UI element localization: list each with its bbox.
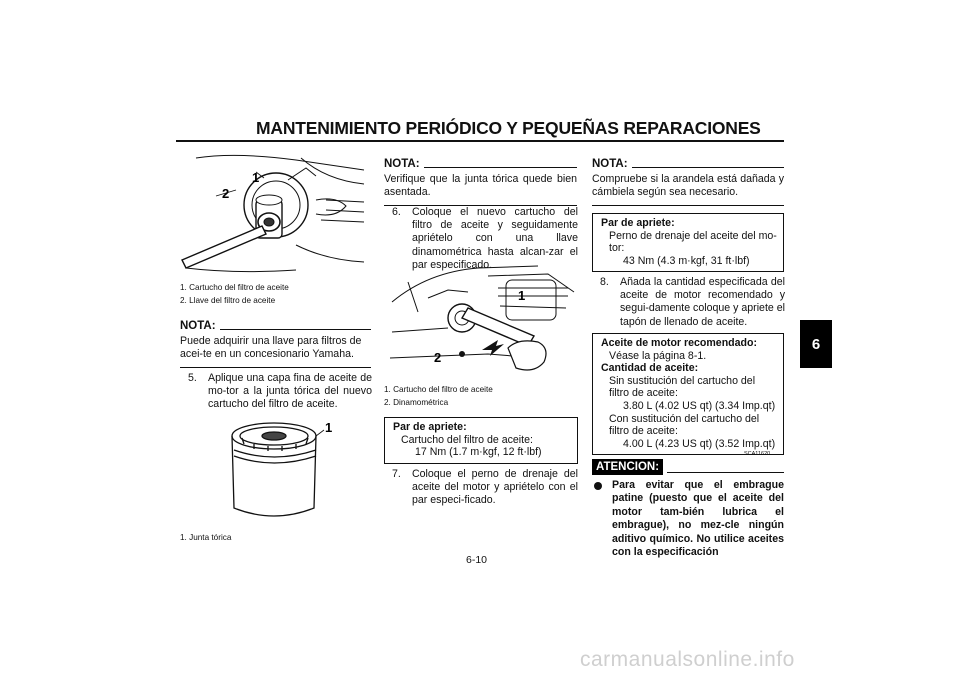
nota-label: NOTA:	[384, 158, 420, 170]
torque-heading: Par de apriete:	[601, 217, 675, 229]
torque-wrench-illustration	[388, 262, 578, 380]
step-8	[600, 276, 785, 329]
bullet-icon	[594, 482, 602, 490]
step-number: 6.	[392, 206, 401, 218]
oil-without-filter-value: 3.80 L (4.02 US qt) (3.34 Imp.qt)	[623, 399, 776, 412]
torque-item: Perno de drenaje del aceite del mo-tor:	[609, 229, 777, 255]
step-number: 8.	[600, 276, 609, 288]
oil-quantity-heading: Cantidad de aceite:	[601, 362, 699, 375]
nota-block	[592, 158, 784, 206]
atencion-text: Para evitar que el embrague patine (puesto que el aceite del motor tam-bién lubrica el embrague), no mez-cle ningún aditivo químico. No utilice aceites con la especificación	[612, 479, 784, 559]
figure-caption: 1. Junta tórica	[180, 533, 232, 542]
figure-caption-list	[180, 282, 289, 307]
torque-spec-box	[592, 213, 784, 272]
chapter-tab: 6	[800, 320, 832, 368]
nota-text: Compruebe si la arandela está dañada y cámbiela según sea necesario.	[592, 173, 784, 199]
atencion-bullet	[592, 479, 784, 559]
page-number: 6-10	[466, 554, 488, 566]
nota-rule	[180, 367, 371, 368]
nota-heading	[180, 320, 371, 333]
nota-label: NOTA:	[592, 158, 628, 170]
watermark: carmanualsonline.info	[580, 648, 795, 671]
step-number: 5.	[188, 372, 197, 384]
nota-heading	[592, 158, 784, 171]
oil-heading: Aceite de motor recomendado:	[601, 337, 757, 349]
oil-with-filter-label: Con sustitución del cartucho del filtro de aceite:	[609, 412, 760, 438]
nota-text: Verifique que la junta tórica quede bien asentada.	[384, 173, 577, 199]
callout-2: 2	[222, 186, 230, 201]
step-text: Añada la cantidad especificada del aceite de motor recomendado y segui-damente coloque y apriete el tapón de llenado de aceite.	[620, 276, 785, 328]
atencion-heading	[592, 459, 784, 475]
torque-item: Cartucho del filtro de aceite:	[401, 433, 533, 446]
nota-heading	[384, 158, 577, 171]
oil-filter-cartridge-illustration	[222, 416, 340, 526]
callout-1: 1	[252, 170, 260, 185]
torque-value: 43 Nm (4.3 m·kgf, 31 ft·lbf)	[623, 254, 750, 267]
nota-text: Puede adquirir una llave para filtros de acei-te en un concesionario Yamaha.	[180, 335, 362, 361]
atencion-label: ATENCION:	[592, 459, 663, 475]
figure-caption-list	[384, 384, 493, 409]
step-5	[188, 372, 372, 412]
recommended-oil-box	[592, 333, 784, 455]
figure-caption: 2. Llave del filtro de aceite	[180, 295, 276, 305]
oil-without-filter-label: Sin sustitución del cartucho del filtro de aceite:	[609, 374, 756, 400]
step-number: 7.	[392, 468, 401, 480]
header-rule	[176, 140, 784, 142]
torque-spec-box	[384, 417, 578, 464]
nota-label: NOTA:	[180, 320, 216, 332]
torque-heading: Par de apriete:	[393, 421, 467, 433]
figure-caption: 2. Dinamométrica	[384, 397, 449, 407]
callout-1: 1	[325, 420, 333, 435]
nota-block	[384, 158, 577, 206]
step-text: Coloque el perno de drenaje del aceite del motor y apriételo con el par especi-ficado.	[412, 468, 578, 507]
step-text: Aplique una capa fina de aceite de mo-tor a la junta tórica del nuevo cartucho del filtro de aceite.	[208, 372, 372, 411]
callout-1: 1	[518, 288, 526, 303]
reference-code: SCA11620	[744, 451, 771, 457]
step-7	[392, 468, 578, 508]
oil-with-filter-value: 4.00 L (4.23 US qt) (3.52 Imp.qt)	[623, 437, 776, 450]
torque-value: 17 Nm (1.7 m·kgf, 12 ft·lbf)	[415, 446, 542, 459]
figure-caption: 1. Cartucho del filtro de aceite	[180, 283, 289, 292]
callout-2: 2	[434, 350, 442, 365]
page-title: MANTENIMIENTO PERIÓDICO Y PEQUEÑAS REPARACIONES	[256, 118, 761, 138]
step-text: Coloque el nuevo cartucho del filtro de aceite y seguidamente apriételo con una llave dinamométrica hasta alcan-zar el par especificado.	[412, 206, 578, 271]
atencion-block	[592, 459, 784, 559]
oil-reference: Véase la página 8-1.	[609, 349, 707, 362]
nota-block	[180, 320, 371, 368]
nota-rule	[592, 205, 784, 206]
oil-filter-wrench-illustration	[176, 150, 366, 278]
figure-caption: 1. Cartucho del filtro de aceite	[384, 385, 493, 394]
